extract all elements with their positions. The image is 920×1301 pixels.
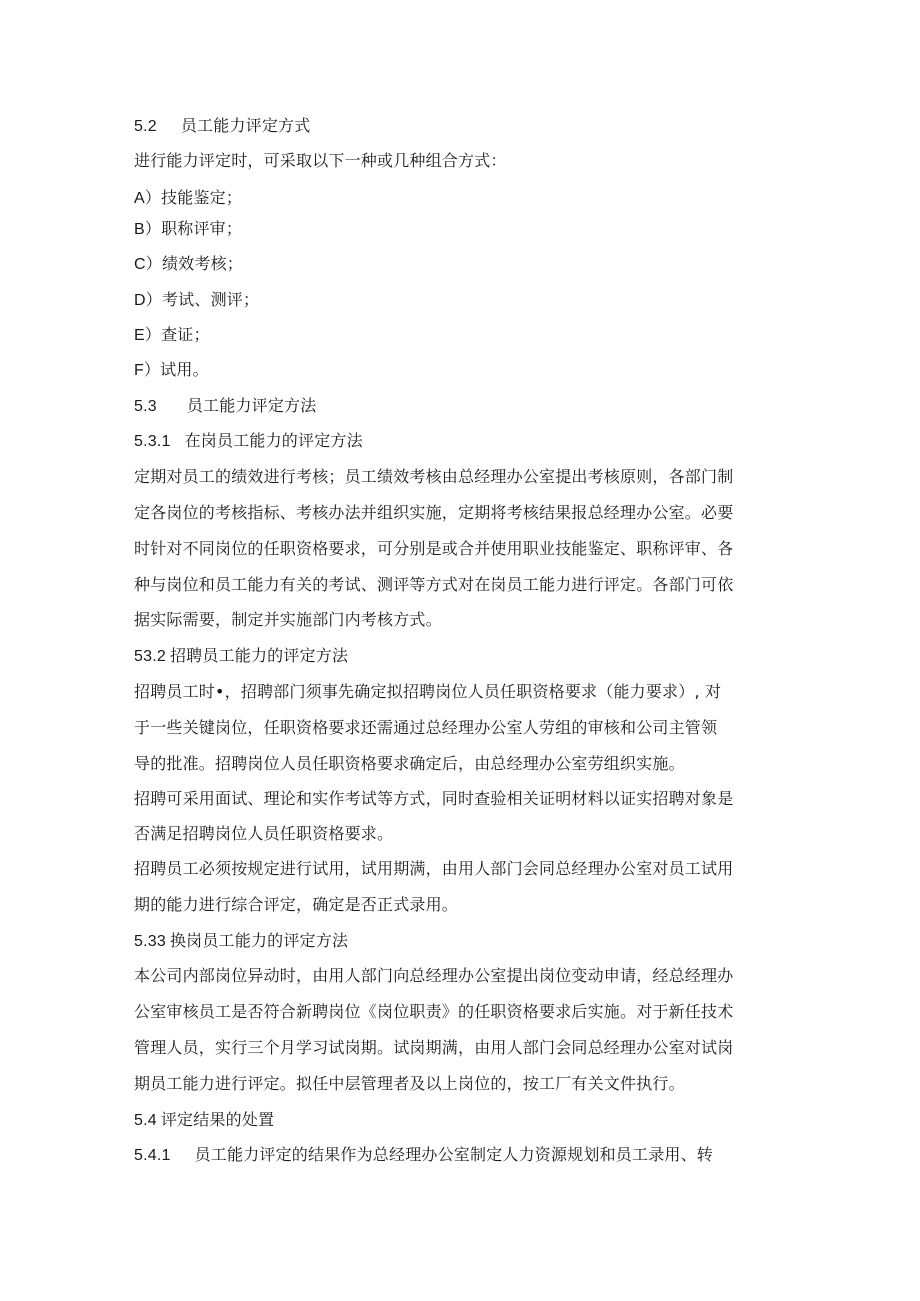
list-marker: A bbox=[134, 190, 145, 207]
section-title: 换岗员工能力的评定方法 bbox=[169, 931, 349, 950]
section-number: 5.4 bbox=[134, 1112, 157, 1129]
section-number: 5.3.1 bbox=[134, 433, 171, 450]
list-item-text: ）绩效考核； bbox=[145, 254, 243, 273]
list-item-text: ）查证； bbox=[144, 325, 210, 344]
section-title: 在岗员工能力的评定方法 bbox=[184, 431, 363, 450]
list-marker: B bbox=[134, 221, 145, 238]
paragraph-line: 进行能力评定时，可采取以下一种或几种组合方式： bbox=[134, 151, 507, 170]
section-number: 5.4.1 bbox=[134, 1147, 171, 1164]
list-item-text: ）试用。 bbox=[143, 360, 209, 379]
section-number: 5.2 bbox=[134, 118, 157, 135]
paragraph-line: 于一些关键岗位，任职资格要求还需通过总经理办公室人劳组的审核和公司主管领 bbox=[134, 718, 718, 737]
paragraph-line: 定各岗位的考核指标、考核办法并组织实施，定期将考核结果报总经理办公室。必要 bbox=[134, 503, 734, 522]
paragraph-line: 种与岗位和员工能力有关的考试、测评等方式对在岗员工能力进行评定。各部门可依 bbox=[134, 575, 734, 594]
section-number: 5.3 bbox=[134, 398, 157, 415]
list-marker: D bbox=[134, 292, 146, 309]
list-item-a bbox=[134, 186, 242, 211]
list-marker: F bbox=[134, 362, 144, 379]
section-5-3-heading bbox=[134, 394, 316, 419]
section-title: 招聘员工能力的评定方法 bbox=[169, 646, 349, 665]
paragraph-line: 本公司内部岗位异动时，由用人部门向总经理办公室提出岗位变动申请，经总经理办 bbox=[134, 966, 734, 985]
paragraph-line: 招聘员工必须按规定进行试用，试用期满，由用人部门会同总经理办公室对员工试用 bbox=[134, 859, 734, 878]
section-5-4-heading bbox=[134, 1108, 274, 1133]
list-item-text: ）职称评审； bbox=[144, 219, 243, 238]
paragraph-line: 期员工能力进行评定。拟任中层管理者及以上岗位的，按工厂有关文件执行。 bbox=[134, 1074, 685, 1093]
section-5-3-2-heading bbox=[134, 644, 348, 669]
paragraph-line: 期的能力进行综合评定，确定是否正式录用。 bbox=[134, 895, 459, 914]
list-item-text: ）技能鉴定； bbox=[144, 188, 243, 207]
section-title: 员工能力评定方式 bbox=[180, 116, 311, 135]
list-item-c bbox=[134, 252, 243, 277]
paragraph-line: 定期对员工的绩效进行考核；员工绩效考核由总经理办公室提出考核原则，各部门制 bbox=[134, 467, 734, 486]
paragraph-line: 招聘可采用面试、理论和实作考试等方式，同时查验相关证明材料以证实招聘对象是 bbox=[134, 789, 734, 808]
list-item-b bbox=[134, 217, 242, 242]
list-item-text: ）考试、测评； bbox=[145, 290, 260, 309]
paragraph-line: 招聘员工时•，招聘部门须事先确定拟招聘岗位人员任职资格要求（能力要求）, 对 bbox=[134, 682, 722, 701]
list-item-f bbox=[134, 358, 209, 383]
paragraph-line: 时针对不同岗位的任职资格要求，可分别是或合并使用职业技能鉴定、职称评审、各 bbox=[134, 539, 734, 558]
paragraph-line: 据实际需要，制定并实施部门内考核方式。 bbox=[134, 610, 442, 629]
paragraph-line: 否满足招聘岗位人员任职资格要求。 bbox=[134, 824, 394, 843]
list-item-d bbox=[134, 288, 259, 313]
paragraph-line: 导的批准。招聘岗位人员任职资格要求确定后，由总经理办公室劳组织实施。 bbox=[134, 754, 685, 773]
section-number: 5.33 bbox=[134, 933, 166, 950]
section-number: 53.2 bbox=[134, 648, 166, 665]
section-title: 员工能力评定方法 bbox=[186, 396, 317, 415]
paragraph-line: 公室审核员工是否符合新聘岗位《岗位职责》的任职资格要求后实施。对于新任技术 bbox=[134, 1002, 734, 1021]
section-5-2-heading bbox=[134, 114, 310, 139]
paragraph-text: 员工能力评定的结果作为总经理办公室制定人力资源规划和员工录用、转 bbox=[194, 1145, 713, 1164]
section-5-4-1-line bbox=[134, 1143, 713, 1168]
list-marker: E bbox=[134, 327, 145, 344]
section-title: 评定结果的处置 bbox=[160, 1110, 275, 1129]
list-marker: C bbox=[134, 256, 146, 273]
list-item-e bbox=[134, 323, 210, 348]
section-5-3-1-heading bbox=[134, 429, 363, 454]
section-5-3-3-heading bbox=[134, 929, 348, 954]
paragraph-line: 管理人员，实行三个月学习试岗期。试岗期满，由用人部门会同总经理办公室对试岗 bbox=[134, 1038, 734, 1057]
